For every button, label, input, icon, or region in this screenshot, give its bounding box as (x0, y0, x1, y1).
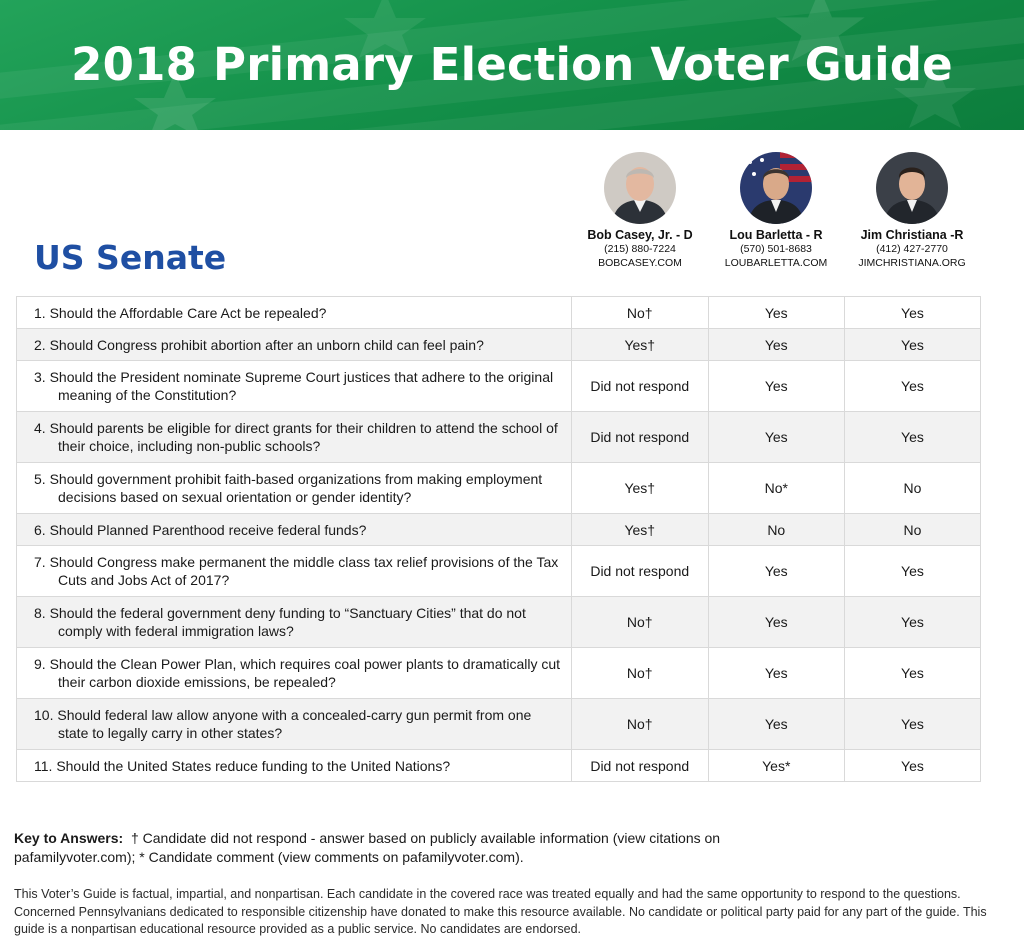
question-text: 8. Should the federal government deny funding to “Sanctuary Cities” that do not comply with federal immigration laws? (34, 605, 526, 639)
table-row (17, 329, 981, 361)
answer-cell: Yes (708, 297, 844, 329)
answer-cell: Yes (844, 329, 980, 361)
answer-cell: Yes (844, 412, 980, 463)
answer-cell: Yes† (571, 463, 708, 514)
answer-cell: Yes (708, 361, 844, 412)
candidate-phone: (412) 427-2770 (876, 243, 948, 255)
table-row (17, 648, 981, 699)
page-title: 2018 Primary Election Voter Guide (71, 38, 953, 91)
answer-cell: No† (571, 699, 708, 750)
candidate-photo (604, 152, 676, 224)
question-cell (17, 597, 572, 648)
question-cell (17, 329, 572, 361)
candidate-name: Lou Barletta - R (729, 228, 823, 242)
candidate-photo (876, 152, 948, 224)
answer-cell: Yes (844, 648, 980, 699)
question-text: 9. Should the Clean Power Plan, which requires coal power plants to dramatically cut their carbon dioxide emissions, be repealed? (34, 656, 561, 690)
question-cell (17, 412, 572, 463)
question-text: 5. Should government prohibit faith-based organizations from making employment decisions based on sexual orientation or gender identity? (34, 471, 543, 505)
answer-cell: Yes (708, 597, 844, 648)
voter-guide-table (16, 296, 981, 782)
answer-cell: Yes (708, 329, 844, 361)
section-title: US Senate (34, 238, 227, 277)
answer-cell: Yes* (708, 750, 844, 782)
candidate-website: BOBCASEY.COM (598, 257, 682, 269)
answer-cell: Yes (708, 699, 844, 750)
candidate-name: Jim Christiana -R (860, 228, 964, 242)
question-cell (17, 546, 572, 597)
answer-cell: Yes (708, 412, 844, 463)
question-text: 4. Should parents be eligible for direct grants for their children to attend the school of their choice, including non-public schools? (34, 420, 558, 454)
answer-cell: Yes (844, 750, 980, 782)
table-row (17, 514, 981, 546)
candidate-phone: (570) 501-8683 (740, 243, 812, 255)
question-text: 1. Should the Affordable Care Act be repealed? (34, 304, 327, 321)
answer-cell: Yes (708, 546, 844, 597)
candidate-header-casey (572, 152, 708, 270)
question-text: 11. Should the United States reduce funding to the United Nations? (34, 757, 451, 774)
candidate-website: JIMCHRISTIANA.ORG (858, 257, 966, 269)
candidate-name: Bob Casey, Jr. - D (587, 228, 693, 242)
answer-cell: Yes (844, 361, 980, 412)
question-cell (17, 514, 572, 546)
question-text: 3. Should the President nominate Supreme Court justices that adhere to the original meaning of the Constitution? (34, 369, 554, 403)
question-cell (17, 361, 572, 412)
question-text: 7. Should Congress make permanent the middle class tax relief provisions of the Tax Cuts and Jobs Act of 2017? (34, 554, 559, 588)
answer-cell: Yes (844, 699, 980, 750)
candidate-photo (740, 152, 812, 224)
answer-cell: No* (708, 463, 844, 514)
question-cell (17, 648, 572, 699)
answer-cell: Yes (844, 546, 980, 597)
question-cell (17, 463, 572, 514)
answer-cell: No† (571, 648, 708, 699)
table-row (17, 699, 981, 750)
answer-cell: No (708, 514, 844, 546)
table-row (17, 463, 981, 514)
table-row (17, 361, 981, 412)
candidate-phone: (215) 880-7224 (604, 243, 676, 255)
answer-cell: Yes (844, 297, 980, 329)
answer-cell: Did not respond (571, 750, 708, 782)
candidate-website: LOUBARLETTA.COM (724, 257, 828, 269)
question-cell (17, 297, 572, 329)
answer-cell: No (844, 463, 980, 514)
disclaimer-text: This Voter’s Guide is factual, impartial, and nonpartisan. Each candidate in the covered race was treated equally and had the same opportunity to respond to the questions. Concerned Pennsylvanians dedicated to responsible citizenship have donated to make this resource available. No candidate or political party paid for any part of the guide. This guide is a nonpartisan educational resource provided as a public service. No candidates are endorsed. (14, 887, 987, 936)
header-banner (0, 0, 1024, 130)
answer-cell: No (844, 514, 980, 546)
answer-cell: Did not respond (571, 412, 708, 463)
table-row (17, 412, 981, 463)
answer-key (14, 829, 754, 867)
table-row (17, 597, 981, 648)
question-cell (17, 699, 572, 750)
question-text: 10. Should federal law allow anyone with a concealed-carry gun permit from one state to legally carry in other states? (34, 707, 532, 741)
answer-cell: Yes (844, 597, 980, 648)
answer-cell: Did not respond (571, 361, 708, 412)
table-row (17, 546, 981, 597)
candidate-header-christiana (844, 152, 980, 270)
answer-cell: Yes† (571, 329, 708, 361)
candidate-header-barletta (708, 152, 844, 270)
table-row (17, 750, 981, 782)
question-text: 6. Should Planned Parenthood receive federal funds? (34, 521, 367, 538)
answer-cell: No† (571, 597, 708, 648)
table-row (17, 297, 981, 329)
answer-cell: No† (571, 297, 708, 329)
answer-cell: Did not respond (571, 546, 708, 597)
answer-key-text: † Candidate did not respond - answer based on publicly available information (view citations on pafamilyvoter.com); * Candidate comment (view comments on pafamilyvoter.com). (14, 830, 721, 865)
question-cell (17, 750, 572, 782)
answer-cell: Yes† (571, 514, 708, 546)
question-text: 2. Should Congress prohibit abortion after an unborn child can feel pain? (34, 336, 484, 353)
answer-key-label: Key to Answers: (14, 830, 124, 846)
answer-cell: Yes (708, 648, 844, 699)
